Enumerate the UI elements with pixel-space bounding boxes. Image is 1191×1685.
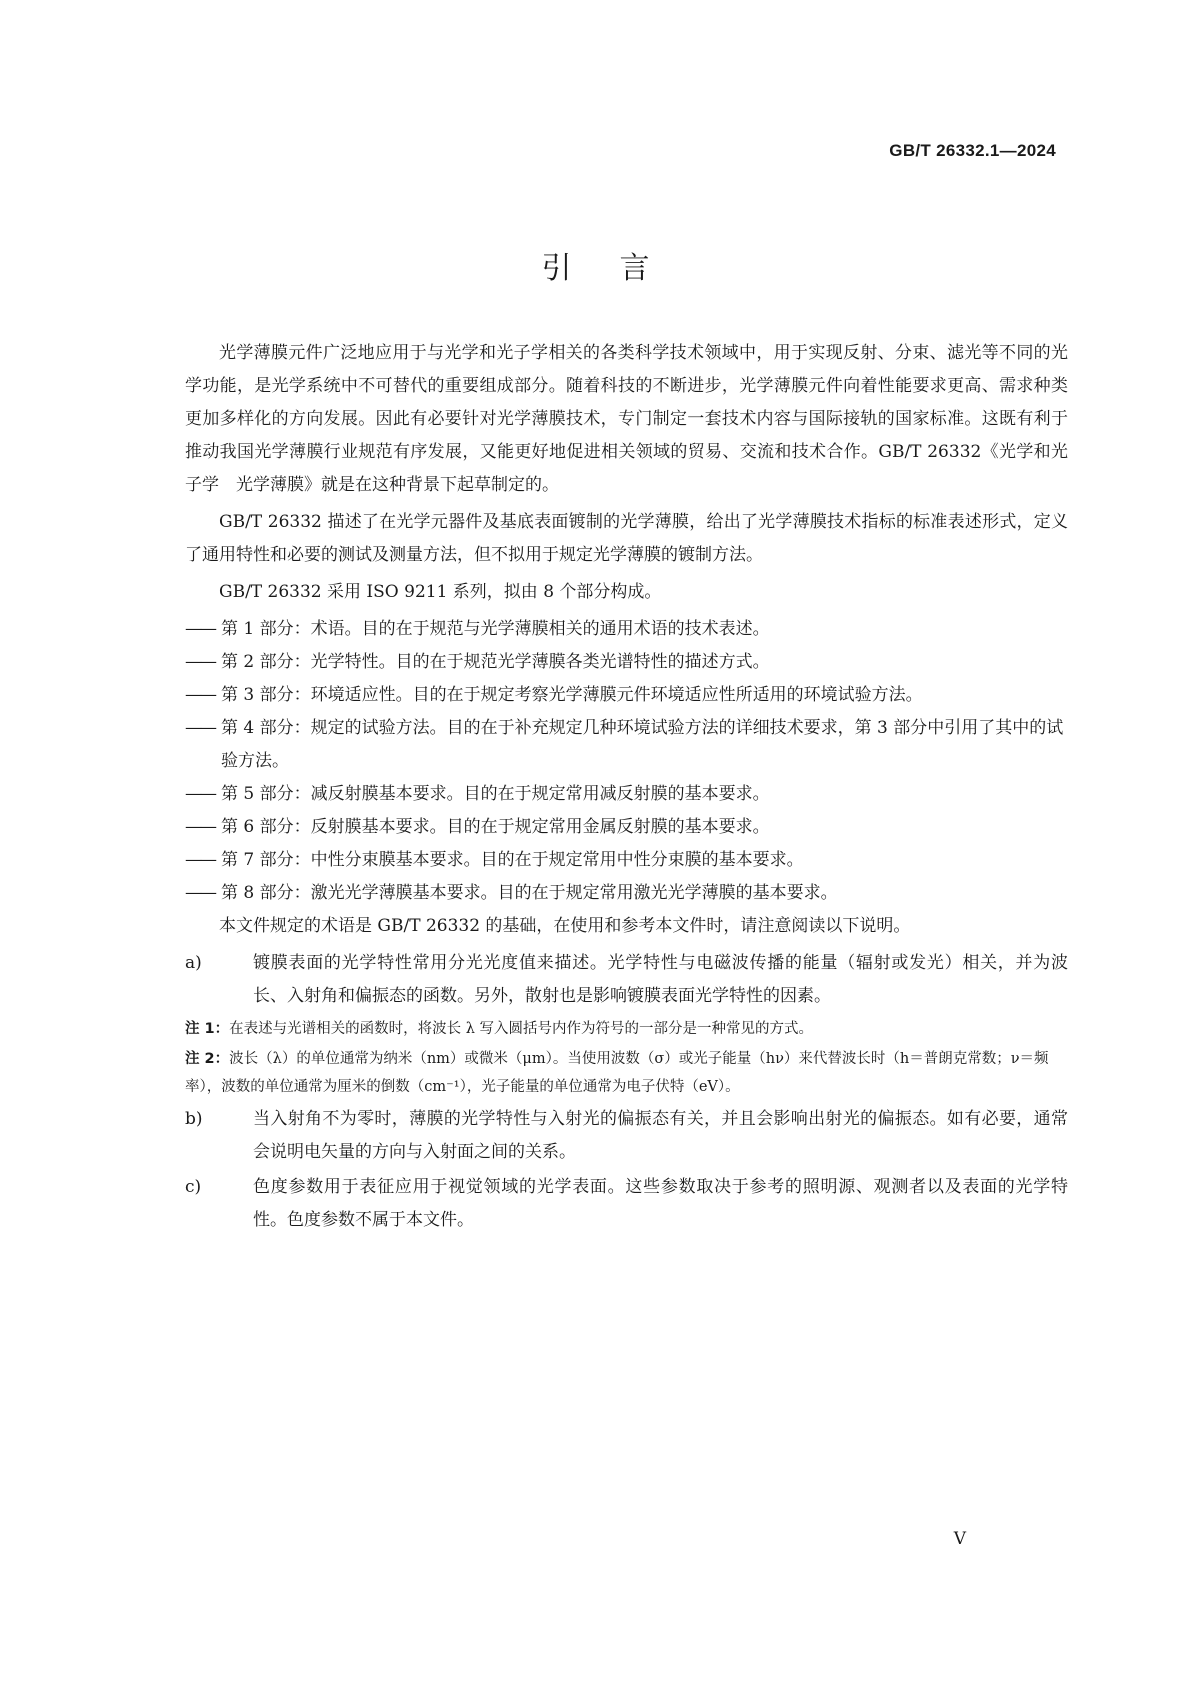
note-2 [185,1045,1068,1101]
item-marker: a) [185,953,202,973]
list-item [185,811,1068,844]
list-item [185,712,1068,778]
intro-paragraph-2: GB/T 26332 描述了在光学元器件及基底表面镀制的光学薄膜，给出了光学薄膜技术指标的标准表述形式，定义了通用特性和必要的测试及测量方法，但不拟用于规定光学薄膜的镀制方法。 [185,512,1068,565]
item-marker: b) [185,1109,203,1129]
list-item-text: 第 2 部分：光学特性。目的在于规范光学薄膜各类光谱特性的描述方式。 [221,652,770,672]
list-item [185,613,1068,646]
item-text: 当入射角不为零时，薄膜的光学特性与入射光的偏振态有关，并且会影响出射光的偏振态。如有必要，通常会说明电矢量的方向与入射面之间的关系。 [253,1109,1068,1162]
note-1 [185,1015,1068,1043]
item-c [185,1171,1068,1237]
list-item [185,646,1068,679]
list-item-text: 第 8 部分：激光光学薄膜基本要求。目的在于规定常用激光光学薄膜的基本要求。 [221,883,838,903]
list-dash: —— [185,817,215,837]
list-item [185,679,1068,712]
item-marker: c) [185,1177,202,1197]
item-a [185,947,1068,1013]
note-label: 注 1： [185,1021,230,1037]
list-dash: —— [185,619,215,639]
terms-intro-paragraph: 本文件规定的术语是 GB/T 26332 的基础，在使用和参考本文件时，请注意阅读以下说明。 [219,916,911,936]
list-dash: —— [185,685,215,705]
list-dash: —— [185,850,215,870]
item-text: 色度参数用于表征应用于视觉领域的光学表面。这些参数取决于参考的照明源、观测者以及表面的光学特性。色度参数不属于本文件。 [253,1177,1068,1230]
list-dash: —— [185,883,215,903]
note-text: 在表述与光谱相关的函数时，将波长 λ 写入圆括号内作为符号的一部分是一种常见的方式。 [229,1021,814,1037]
list-item-text: 第 6 部分：反射膜基本要求。目的在于规定常用金属反射膜的基本要求。 [221,817,770,837]
page-title: 引言 [541,251,698,286]
standard-number: GB/T 26332.1—2024 [889,141,1056,160]
page-number: V [953,1529,966,1549]
list-item-text: 第 4 部分：规定的试验方法。目的在于补充规定几种环境试验方法的详细技术要求，第 3 部分中引用了其中的试验方法。 [221,718,1064,771]
list-dash: —— [185,784,215,804]
item-b [185,1103,1068,1169]
list-item-text: 第 1 部分：术语。目的在于规范与光学薄膜相关的通用术语的技术表述。 [221,619,770,639]
list-item-text: 第 3 部分：环境适应性。目的在于规定考察光学薄膜元件环境适应性所适用的环境试验方法。 [221,685,923,705]
note-text: 波长（λ）的单位通常为纳米（nm）或微米（μm）。当使用波数（σ）或光子能量（hν）来代替波长时（h＝普朗克常数；ν＝频率），波数的单位通常为厘米的倒数（cm⁻¹），光子能量的单位通常为电子伏特（eV）。 [185,1051,1049,1095]
list-dash: —— [185,652,215,672]
list-dash: —— [185,718,215,738]
list-item-text: 第 7 部分：中性分束膜基本要求。目的在于规定常用中性分束膜的基本要求。 [221,850,804,870]
intro-paragraph-1: 光学薄膜元件广泛地应用于与光学和光子学相关的各类科学技术领域中，用于实现反射、分束、滤光等不同的光学功能，是光学系统中不可替代的重要组成部分。随着科技的不断进步，光学薄膜元件向着性能要求更高、需求种类更加多样化的方向发展。因此有必要针对光学薄膜技术，专门制定一套技术内容与国际接轨的国家标准。这既有利于推动我国光学薄膜行业规范有序发展，又能更好地促进相关领域的贸易、交流和技术合作。GB/T 26332《光学和光子学 光学薄膜》就是在这种背景下起草制定的。 [185,343,1068,495]
intro-paragraph-3: GB/T 26332 采用 ISO 9211 系列，拟由 8 个部分构成。 [219,582,662,602]
list-item [185,778,1068,811]
parts-list [185,613,1068,910]
item-text: 镀膜表面的光学特性常用分光光度值来描述。光学特性与电磁波传播的能量（辐射或发光）相关，并为波长、入射角和偏振态的函数。另外，散射也是影响镀膜表面光学特性的因素。 [253,953,1068,1006]
note-label: 注 2： [185,1051,230,1067]
document-body [185,337,1068,1239]
list-item-text: 第 5 部分：减反射膜基本要求。目的在于规定常用减反射膜的基本要求。 [221,784,770,804]
list-item [185,844,1068,877]
list-item [185,877,1068,910]
